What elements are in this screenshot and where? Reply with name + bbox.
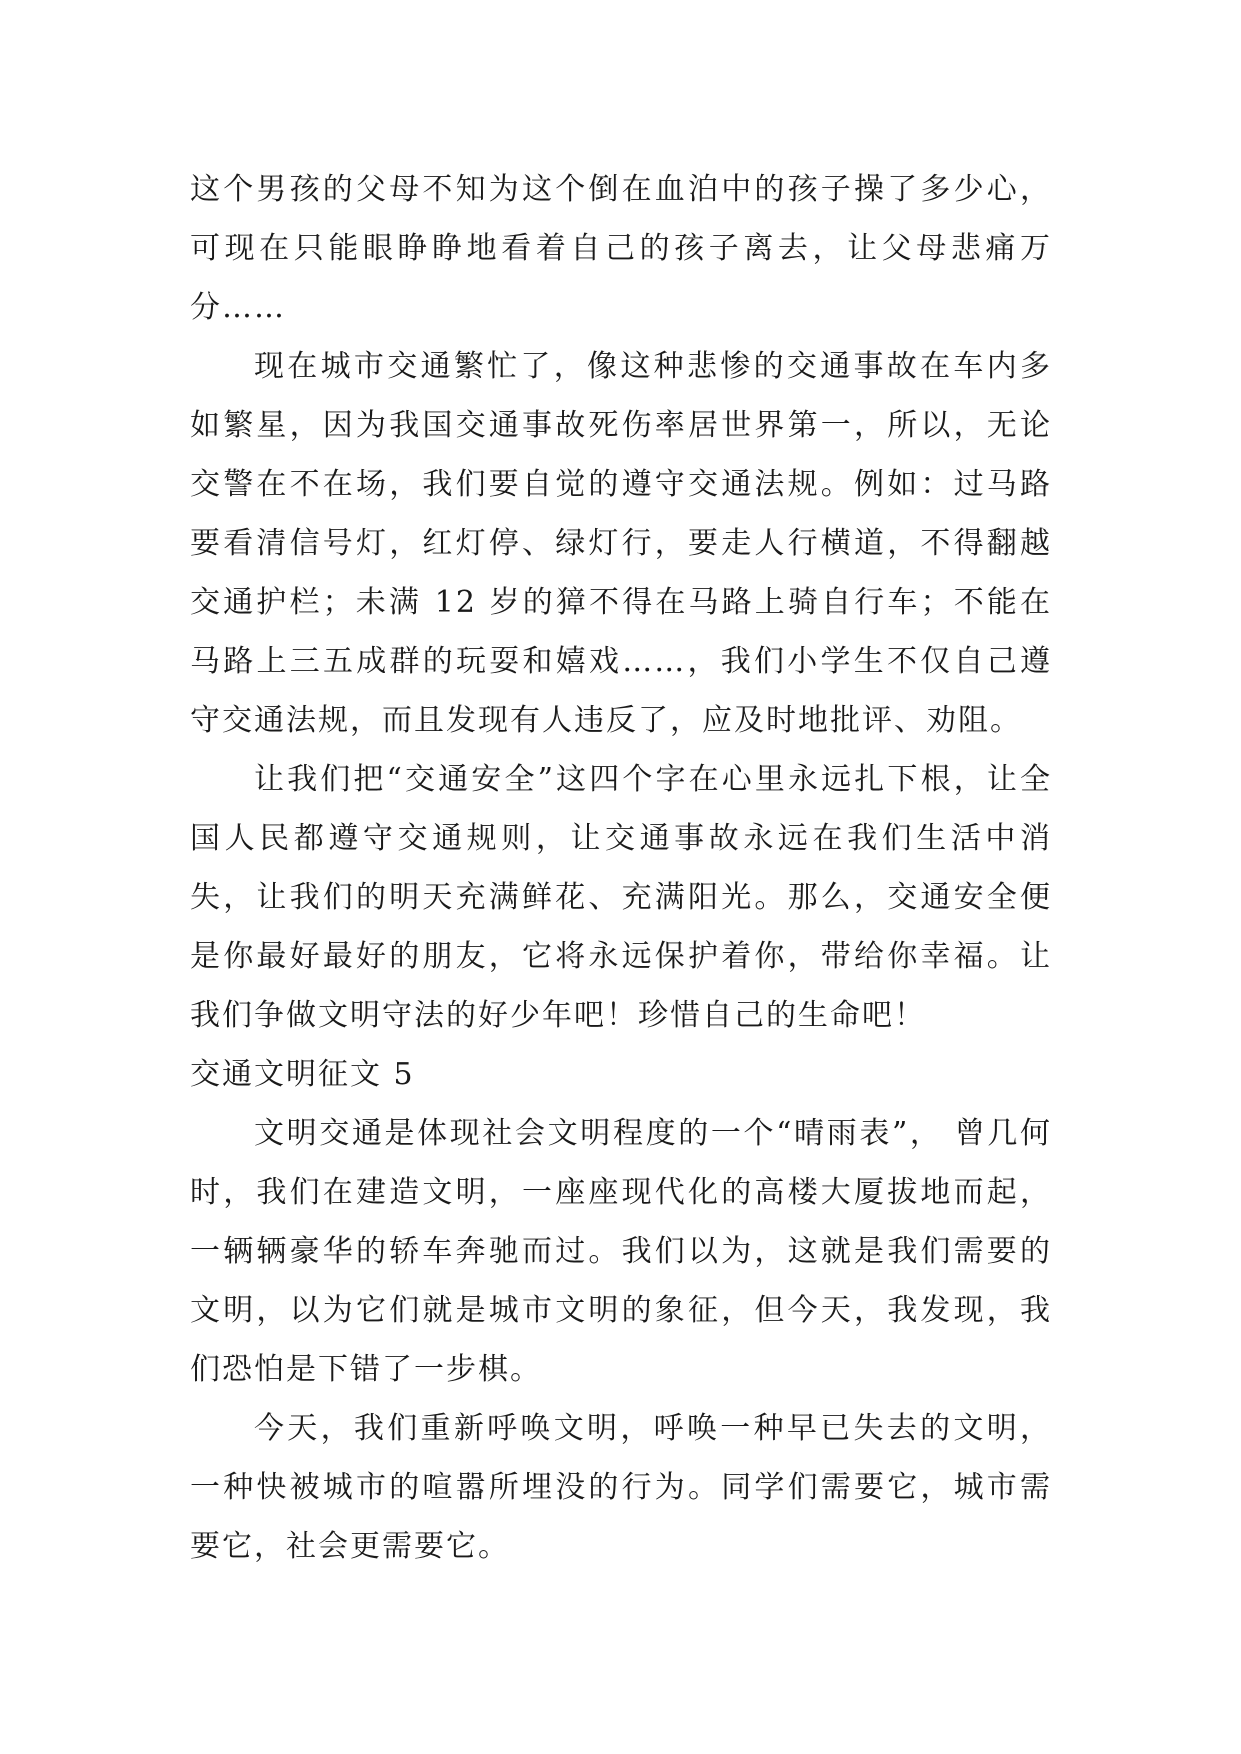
section-title: 交通文明征文 5: [190, 1057, 415, 1092]
paragraph-2: 现在城市交通繁忙了，像这种悲惨的交通事故在车内多如繁星，因为我国交通事故死伤率居世界第一，所以，无论交警在不在场，我们要自觉的遵守交通法规。例如：过马路要看清信号灯，红灯停、绿灯行，要走人行横道，不得翻越交通护栏；未满 12 岁的獐不得在马路上骑自行车；不能在马路上三五成群的玩耍和嬉戏……，我们小学生不仅自己遵守交通法规，而且发现有人违反了，应及时地批评、劝阻。: [190, 349, 1052, 738]
paragraph-1: 这个男孩的父母不知为这个倒在血泊中的孩子操了多少心，可现在只能眼睁睁地看着自己的孩子离去，让父母悲痛万分……: [190, 172, 1052, 325]
document-body: [190, 160, 1052, 1576]
paragraph-4: 文明交通是体现社会文明程度的一个“晴雨表”， 曾几何时，我们在建造文明，一座座现代化的高楼大厦拔地而起，一辆辆豪华的轿车奔驰而过。我们以为，这就是我们需要的文明，以为它们就是城市文明的象征，但今天，我发现，我们恐怕是下错了一步棋。: [190, 1116, 1052, 1387]
paragraph-3: 让我们把“交通安全”这四个字在心里永远扎下根，让全国人民都遵守交通规则，让交通事故永远在我们生活中消失，让我们的明天充满鲜花、充满阳光。那么，交通安全便是你最好最好的朋友，它将永远保护着你，带给你幸福。让我们争做文明守法的好少年吧！珍惜自己的生命吧！: [190, 762, 1052, 1033]
paragraph-5: 今天，我们重新呼唤文明，呼唤一种早已失去的文明，一种快被城市的喧嚣所埋没的行为。同学们需要它，城市需要它，社会更需要它。: [190, 1411, 1052, 1564]
